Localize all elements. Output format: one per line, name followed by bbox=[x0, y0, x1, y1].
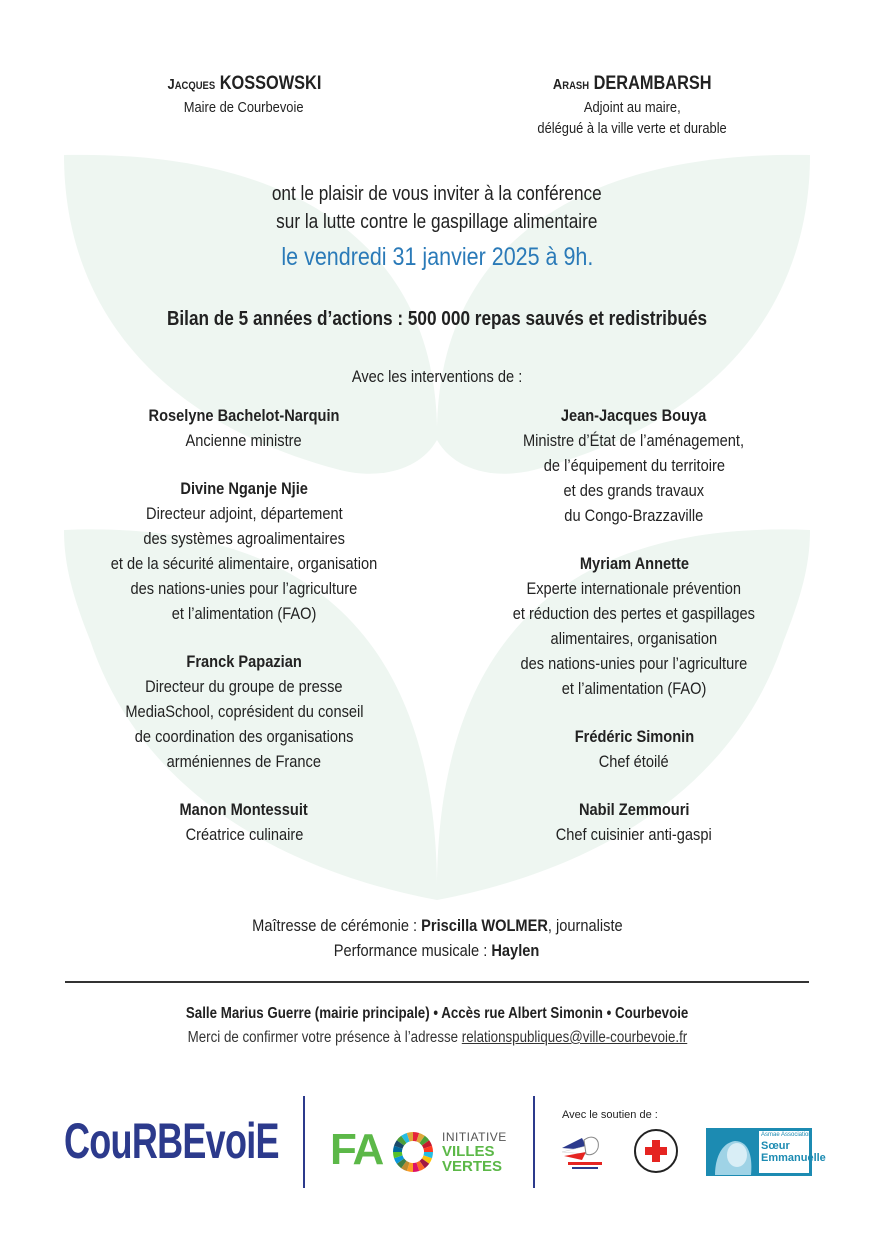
rsvp-text: Merci de confirmer votre présence à l’adresse bbox=[187, 1029, 462, 1046]
speaker-role: et des grands travaux bbox=[563, 481, 705, 500]
speaker-role: du Congo-Brazzaville bbox=[564, 506, 704, 525]
speaker-role: Experte internationale prévention bbox=[526, 579, 742, 598]
speaker bbox=[44, 477, 444, 626]
interventions-label: Avec les interventions de : bbox=[351, 367, 523, 386]
rsvp-email-link[interactable]: relationspubliques@ville-courbevoie.fr bbox=[461, 1029, 687, 1046]
speaker-name: Divine Nganje Njie bbox=[180, 479, 308, 498]
asmae-soeur-emmanuelle-logo: Asmae Association Sœur Emmanuelle bbox=[706, 1128, 812, 1176]
divider-line bbox=[65, 981, 809, 983]
invitation-line: ont le plaisir de vous inviter à la conférence bbox=[272, 183, 602, 205]
speaker-role: alimentaires, organisation bbox=[550, 629, 718, 648]
speaker-role: Ancienne ministre bbox=[185, 431, 303, 450]
host-role: Adjoint au maire, bbox=[583, 99, 681, 116]
logo-separator bbox=[533, 1096, 535, 1188]
speaker bbox=[434, 798, 834, 847]
speaker-role: et de la sécurité alimentaire, organisation bbox=[110, 554, 378, 573]
support-label: Avec le soutien de : bbox=[562, 1109, 658, 1121]
portrait-icon bbox=[707, 1129, 757, 1175]
speaker-role: et l’alimentation (FAO) bbox=[171, 604, 317, 623]
speaker-role: de l’équipement du territoire bbox=[543, 456, 725, 475]
fao-tagline: INITIATIVE VILLES VERTES bbox=[442, 1130, 507, 1175]
speaker-role: Chef cuisinier anti-gaspi bbox=[555, 825, 713, 844]
speaker-role: de coordination des organisations bbox=[134, 727, 354, 746]
mc-label: Maîtresse de cérémonie : bbox=[251, 916, 421, 935]
speaker-role: des nations-unies pour l’agriculture bbox=[130, 579, 358, 598]
music-name: Haylen bbox=[491, 941, 540, 960]
logo-separator bbox=[303, 1096, 305, 1188]
courbevoie-logo: CouRBEvoiE bbox=[64, 1113, 279, 1169]
host-first-name: Arash bbox=[552, 76, 589, 93]
speakers-left-column bbox=[44, 404, 444, 871]
music-label: Performance musicale : bbox=[334, 941, 492, 960]
host-last-name: KOSSOWSKI bbox=[219, 73, 321, 94]
speaker bbox=[44, 650, 444, 774]
host-derambarsh bbox=[452, 72, 812, 139]
croix-rouge-logo bbox=[633, 1128, 679, 1174]
mc-name: Priscilla WOLMER bbox=[420, 916, 548, 935]
host-first-name: Jacques bbox=[167, 76, 215, 93]
host-kossowski bbox=[64, 72, 424, 118]
host-last-name: DERAMBARSH bbox=[593, 73, 712, 94]
speaker bbox=[434, 404, 834, 528]
speaker-role: et l’alimentation (FAO) bbox=[561, 679, 707, 698]
speaker bbox=[434, 725, 834, 774]
speaker-role: Chef étoilé bbox=[599, 752, 669, 771]
speaker-name: Jean-Jacques Bouya bbox=[561, 406, 707, 425]
speaker bbox=[44, 404, 444, 453]
speaker-name: Roselyne Bachelot-Narquin bbox=[148, 406, 340, 425]
speaker-role: Ministre d’État de l’aménagement, bbox=[523, 431, 745, 450]
speaker bbox=[434, 552, 834, 701]
speaker-name: Frédéric Simonin bbox=[574, 727, 694, 746]
speaker-role: des nations-unies pour l’agriculture bbox=[520, 654, 748, 673]
speaker bbox=[44, 798, 444, 847]
speaker-name: Manon Montessuit bbox=[179, 800, 309, 819]
mc-suffix: , journaliste bbox=[547, 916, 623, 935]
fao-wordmark: FA bbox=[330, 1125, 383, 1174]
host-role: délégué à la ville verte et durable bbox=[537, 120, 727, 137]
venue-block bbox=[0, 1002, 874, 1050]
speaker-role: MediaSchool, coprésident du conseil bbox=[124, 702, 364, 721]
invitation-line: sur la lutte contre le gaspillage alimentaire bbox=[276, 211, 598, 233]
bilan-headline: Bilan de 5 années d’actions : 500 000 repas sauvés et redistribués bbox=[166, 308, 708, 330]
credits-block bbox=[0, 913, 874, 963]
speakers-right-column bbox=[434, 404, 834, 871]
speaker-role: des systèmes agroalimentaires bbox=[143, 529, 345, 548]
secours-populaire-dove-icon bbox=[560, 1130, 610, 1172]
speaker-role: Directeur du groupe de presse bbox=[145, 677, 343, 696]
speaker-name: Franck Papazian bbox=[186, 652, 302, 671]
speaker-role: et réduction des pertes et gaspillages bbox=[512, 604, 756, 623]
speaker-name: Nabil Zemmouri bbox=[578, 800, 690, 819]
sdg-wheel-icon bbox=[392, 1131, 434, 1173]
host-role: Maire de Courbevoie bbox=[184, 99, 304, 116]
event-date: le vendredi 31 janvier 2025 à 9h. bbox=[281, 243, 593, 271]
fao-villes-vertes-logo bbox=[330, 1125, 520, 1175]
speaker-role: Créatrice culinaire bbox=[185, 825, 303, 844]
invitation-block bbox=[0, 180, 874, 274]
venue-address: Salle Marius Guerre (mairie principale) • Accès rue Albert Simonin • Courbevoie bbox=[185, 1005, 689, 1022]
speaker-role: Directeur adjoint, département bbox=[145, 504, 343, 523]
speaker-role: arméniennes de France bbox=[166, 752, 322, 771]
speaker-name: Myriam Annette bbox=[579, 554, 689, 573]
